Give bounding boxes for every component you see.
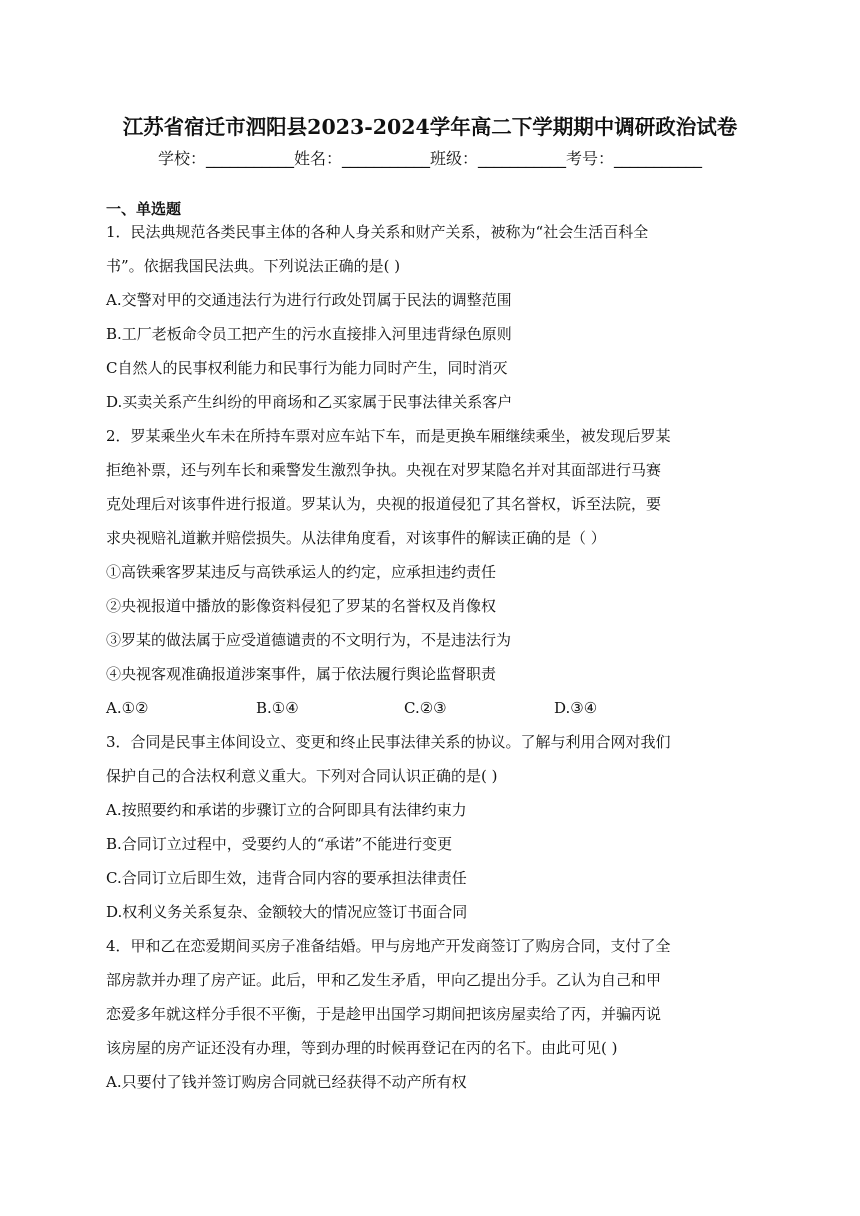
question-2-choice-d: D.③④ [554,699,598,717]
question-2-choice-a: A.①② [106,699,149,717]
question-3-option-a: A.按照要约和承诺的步骤订立的合阿即具有法律约束力 [106,801,467,819]
question-3-stem-line-2: 保护自己的合法权利意义重大。下列对合同认识正确的是( ) [106,767,498,785]
question-2-statement-1: ①高铁乘客罗某违反与高铁承运人的约定，应承担违约责任 [106,563,497,581]
question-1-option-d: D.买卖关系产生纠纷的甲商场和乙买家属于民事法律关系客户 [106,393,513,411]
question-2-stem-line-1: 2．罗某乘坐火车未在所持车票对应车站下车，而是更换车厢继续乘坐，被发现后罗某 [106,427,671,445]
question-3-stem-line-1: 3．合同是民事主体间设立、变更和终止民事法律关系的协议。了解与利用合网对我们 [106,733,671,751]
question-4-stem-line-4: 该房屋的房产证还没有办理，等到办理的时候再登记在丙的名下。由此可见( ) [106,1039,618,1057]
question-1-stem-line-1: 1．民法典规范各类民事主体的各种人身关系和财产关系，被称为“社会生活百科全 [106,223,649,241]
page-title: 江苏省宿迁市泗阳县2023-2024学年高二下学期期中调研政治试卷 [122,115,738,139]
question-2-stem-line-3: 克处理后对该事件进行报道。罗某认为，央视的报道侵犯了其名誉权，诉至法院，要 [106,495,662,513]
question-4-stem-line-2: 部房款并办理了房产证。此后，甲和乙发生矛盾，甲向乙提出分手。乙认为自己和甲 [106,971,662,989]
question-1-option-c: C自然人的民事权利能力和民事行为能力同时产生，同时消灭 [106,359,508,377]
section-heading: 一、单选题 [106,200,182,218]
question-3-option-c: C.合同订立后即生效，违背合同内容的要承担法律责任 [106,869,467,887]
question-1-stem-line-2: 书”。依据我国民法典。下列说法正确的是( ) [106,257,401,275]
question-1-option-a: A.交警对甲的交通违法行为进行行政处罚属于民法的调整范围 [106,291,512,309]
question-2-statement-2: ②央视报道中播放的影像资料侵犯了罗某的名誉权及肖像权 [106,597,497,615]
question-4-stem-line-1: 4．甲和乙在恋爱期间买房子准备结婚。甲与房地产开发商签订了购房合同，支付了全 [106,937,671,955]
question-1-option-b: B.工厂老板命令员工把产生的污水直接排入河里违背绿色原则 [106,325,512,343]
question-2-choice-c: C.②③ [404,699,447,717]
question-4-option-a: A.只要付了钱并签订购房合同就已经获得不动产所有权 [106,1073,467,1091]
question-4-stem-line-3: 恋爱多年就这样分手很不平衡，于是趁甲出国学习期间把该房屋卖给了丙，并骗丙说 [106,1005,662,1023]
student-info-line: 学校：___________姓名：___________班级：___________考号：___________ [157,149,702,168]
question-3-option-d: D.权利义务关系复杂、金额较大的情况应签订书面合同 [106,903,468,921]
question-2-choice-b: B.①④ [256,699,299,717]
question-2-stem-line-4: 求央视赔礼道歉并赔偿损失。从法律角度看，对该事件的解读正确的是（ ） [106,529,606,547]
question-3-option-b: B.合同订立过程中，受要约人的“承诺”不能进行变更 [106,835,453,853]
question-2-stem-line-2: 拒绝补票，还与列车长和乘警发生激烈争执。央视在对罗某隐名并对其面部进行马赛 [106,461,662,479]
question-2-statement-4: ④央视客观准确报道涉案事件，属于依法履行舆论监督职责 [106,665,497,683]
question-2-statement-3: ③罗某的做法属于应受道德谴责的不文明行为，不是违法行为 [106,631,512,649]
